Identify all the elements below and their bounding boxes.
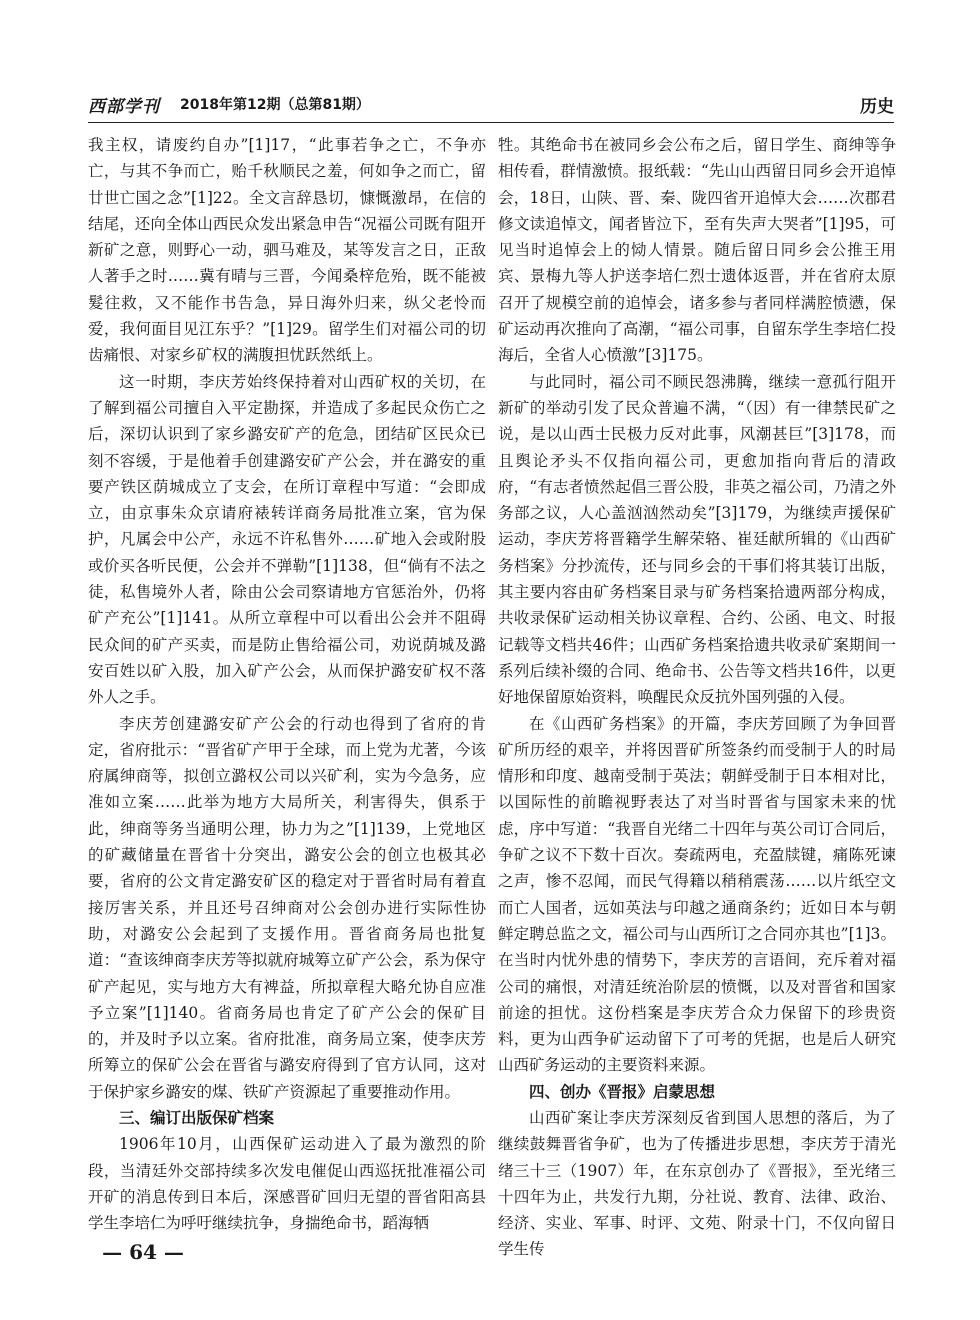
paragraph: 与此同时，福公司不顾民怨沸腾，继续一意孤行阻开新矿的举动引发了民众普遍不满，“（因）有一律禁民矿之说，是以山西士民极力反对此事，风潮甚巨”[3]178，而且舆论矛头不仅指向福公司，更愈加指向背后的清政府，“有志者愤然起倡三晋公股，非英之福公司，乃清之外务部之议，人心盖汹汹然动矣”[3]179，为继续声援保矿运动，李庆芳将晋籍学生解荣辂、崔廷献所辑的《山西矿务档案》分抄流传，还与同乡会的干事们将其装订出版，其主要内容由矿务档案目录与矿务档案拾遗两部分构成，共收录保矿运动相关协议章程、合约、公函、电文、时报记载等文档共46件；山西矿务档案拾遗共收录矿案期间一系列后续补缀的合同、绝命书、公告等文档共16件，以更好地保留原始资料，唤醒民众反抗外国列强的入侵。 (498, 372, 896, 707)
paragraph: 1906年10月，山西保矿运动进入了最为激烈的阶段，当清廷外交部持续多次发电催促山西巡抚批准福公司开矿的消息传到日本后，深感晋矿回归无望的晋省阳高县学生李培仁为呼吁继续抗争，身揣绝命书，蹈海牺 (88, 1135, 486, 1233)
paragraph: 我主权，请废约自办”[1]17，“此事若争之亡，不争亦亡，与其不争而亡，贻千秋顺民之羞，何如争之而亡，留廿世亡国之念”[1]22。全文言辞恳切，慷慨激昂，在信的结尾，还向全体山西民众发出紧急申告“况福公司既有阻开新矿之意，则野心一动，驷马难及，某等发言之日，正敌人著手之时……冀有晴与三晋，今闻桑梓危殆，既不能被髮往救，又不能作书告急，异日海外归来，纵父老怜而爱，我何面目见江东乎？”[1]29。留学生们对福公司的切齿痛恨、对家乡矿权的满腹担忧跃然纸上。 (88, 136, 486, 365)
paragraph: 这一时期，李庆芳始终保持着对山西矿权的关切，在了解到福公司擅自入平定勘探，并造成了多起民众伤亡之后，深切认识到了家乡潞安矿产的危急，团结矿区民众已刻不容缓，于是他着手创建潞安矿产公会，并在潞安的重要产铁区荫城成立了支会，在所订章程中写道：“会即成立，由京事朱众京请府裱转详商务局批准立案，官为保护，凡属会中公产，永远不许私售外……矿地入会或附股或价买各听民便，公会并不弹勒”[1]138，但“倘有不法之徒，私售境外人者，除由公会司察请地方官惩治外，仍将矿产充公”[1]141。从所立章程中可以看出公会并不阻碍民众间的矿产买卖，而是防止售给福公司，劝说荫城及潞安百姓以矿入股，加入矿产公会，从而保护潞安矿权不落外人之手。 (88, 372, 486, 707)
running-header (88, 86, 894, 123)
section-heading: 四、创办《晋报》启蒙思想 (529, 1082, 716, 1101)
section-heading: 三、编订出版保矿档案 (119, 1108, 275, 1127)
issue-info: 2018年第12期（总第81期） (180, 97, 370, 113)
paragraph: 山西矿案让李庆芳深刻反省到国人思想的落后，为了继续鼓舞晋省争矿，也为了传播进步思想，李庆芳于清光绪三十三（1907）年，在东京创办了《晋报》，至光绪三十四年为止，共发行九期，分社说、教育、法律、政治、经济、实业、军事、时评、文苑、附录十门，不仅向留日学生传 (498, 1108, 896, 1259)
paragraph: 在《山西矿务档案》的开篇，李庆芳回顾了为争回晋矿所历经的艰辛，并将因晋矿所签条约而受制于人的时局情形和印度、越南受制于英法；朝鲜受制于日本相对比，以国际性的前瞻视野表达了对当时晋省与国家未来的忧虑，序中写道：“我晋自光绪二十四年与英公司订合同后，争矿之议不下数十百次。奏疏两电，充盈牍键，痛陈死谏之声，惨不忍闻，而民气得籍以稍稍震荡……以片纸空文而亡人国者，远如英法与印越之通商条约；近如日本与朝鲜定聘总监之文，福公司与山西所订之合同亦其也”[1]3。在当时内忧外患的情势下，李庆芳的言语间，充斥着对福公司的痛恨，对清廷统治阶层的愤慨，以及对晋省和国家前途的担忧。这份档案是李庆芳合众力保留下的珍贵资料，更为山西争矿运动留下了可考的凭据，也是后人研究山西矿务运动的主要资料来源。 (498, 714, 896, 1075)
journal-logo: 西部学刊 (88, 97, 160, 117)
paragraph: 李庆芳创建潞安矿产公会的行动也得到了省府的肯定，省府批示：“晋省矿产甲于全球，而上党为尤著，今该府属绅商等，拟创立潞权公司以兴矿利，实为今急务，应准如立案……此举为地方大局所关，利害得失，俱系于此，绅商等务当通明公理，协力为之”[1]139，上党地区的矿藏储量在晋省十分突出，潞安公会的创立也极其必要，省府的公文肯定潞安矿区的稳定对于晋省时局有着直接厉害关系，并且还号召绅商对公会创办进行实际性协助，对潞安公会起到了支援作用。晋省商务局也批复道：“查该绅商李庆芳等拟就府城筹立矿产公会，系为保守矿产起见，实与地方大有裨益，所拟章程大略允协自应准予立案”[1]140。省商务局也肯定了矿产公会的保矿目的，并及时予以立案。省府批准，商务局立案，使李庆芳所筹立的保矿公会在晋省与潞安府得到了官方认同，这对于保护家乡潞安的煤、铁矿产资源起了重要推动作用。 (88, 714, 486, 1101)
paragraph: 牲。其绝命书在被同乡会公布之后，留日学生、商绅等争相传看，群情激愤。报纸载：“先山山西留日同乡会开追悼会，18日，山陕、晋、秦、陇四省开追悼大会……次郡君修文读追悼文，闻者皆泣下，至有失声大哭者”[1]95，可见当时追悼会上的恸人情景。随后留日同乡会公推王用宾、景梅九等人护送李培仁烈士遗体返晋，并在省府太原召开了规模空前的追悼会，诸多参与者同样满腔愤懑，保矿运动再次推向了高潮，“福公司事，自留东学生李培仁投海后，全省人心愤激”[3]175。 (498, 136, 896, 365)
left-column (88, 132, 486, 1236)
page-number: — 64 — (102, 1240, 184, 1264)
right-column (498, 132, 896, 1263)
section-name: 历史 (860, 97, 894, 117)
